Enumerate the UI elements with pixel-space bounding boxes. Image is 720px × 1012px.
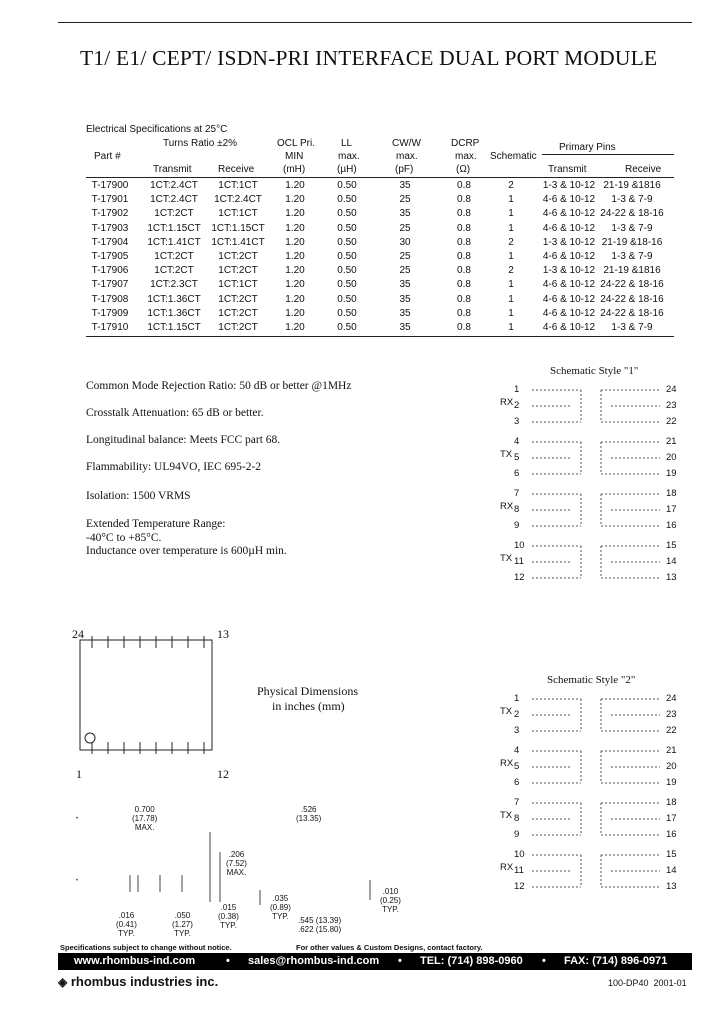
dimensions-title: Physical Dimensions bbox=[257, 684, 358, 698]
part-number: T-17900 bbox=[91, 180, 129, 191]
table-cell: 1 bbox=[508, 307, 514, 319]
schematic-pin-right: 21 bbox=[666, 745, 677, 756]
table-cell: 25 bbox=[399, 251, 411, 262]
table-cell: 1CT:2CT bbox=[154, 251, 194, 262]
table-cell: 0.8 bbox=[457, 279, 471, 291]
schematic-pin-left: 7 bbox=[514, 797, 520, 808]
table-cell: 0.50 bbox=[337, 236, 357, 248]
table-cell: 4-6 & 10-12 bbox=[542, 322, 596, 333]
contact-bar bbox=[58, 953, 692, 970]
part-number: T-17904 bbox=[91, 236, 129, 248]
table-cell: 1.20 bbox=[285, 222, 305, 234]
table-cell: 4-6 & 10-12 bbox=[542, 251, 596, 262]
schematic-pin-left: 4 bbox=[514, 436, 520, 447]
table-cell: 0.50 bbox=[337, 208, 357, 220]
schematic-pin-left: 8 bbox=[514, 504, 520, 515]
table-cell: 2 bbox=[508, 236, 514, 248]
table-cell: 1CT:1CT bbox=[218, 180, 258, 191]
table-cell: 1CT:1.15CT bbox=[211, 222, 265, 234]
schematic-pin-right: 22 bbox=[666, 416, 677, 427]
table-cell: 1-3 & 10-12 bbox=[542, 265, 596, 277]
table-cell: 4-6 & 10-12 bbox=[542, 279, 596, 291]
table-cell: 1.20 bbox=[285, 236, 305, 248]
schematic-pin-left: 10 bbox=[514, 849, 525, 860]
table-cell: 1CT:1.41CT bbox=[147, 236, 201, 248]
fax-number: FAX: (714) 896-0971 bbox=[564, 955, 668, 967]
receive-header: Receive bbox=[218, 164, 255, 175]
spec-inductance: Inductance over temperature is 600µH min. bbox=[86, 545, 287, 557]
schematic-pin-left: 2 bbox=[514, 400, 520, 411]
cw-header: CW/W bbox=[392, 138, 421, 149]
table-cell: 24-22 & 18-16 bbox=[600, 293, 664, 305]
table-cell: 0.8 bbox=[457, 322, 471, 333]
schematic-pin-left: 4 bbox=[514, 745, 520, 756]
footer-notice: Specifications subject to change without notice. bbox=[60, 943, 232, 952]
spec-isolation: Isolation: 1500 VRMS bbox=[86, 490, 191, 502]
schematic-pin-right: 24 bbox=[666, 693, 677, 704]
table-cell: 1CT:2.4CT bbox=[214, 194, 262, 206]
page-title: T1/ E1/ CEPT/ ISDN-PRI INTERFACE DUAL PORT MODULE bbox=[80, 46, 658, 70]
schematic-pin-right: 24 bbox=[666, 384, 677, 395]
table-cell: 1CT:2CT bbox=[154, 265, 194, 277]
schematic-pin-right: 15 bbox=[666, 540, 677, 551]
table-cell: 1.20 bbox=[285, 322, 305, 333]
pp-receive-header: Receive bbox=[625, 164, 662, 175]
schematic-pin-right: 14 bbox=[666, 865, 677, 876]
pin-12-label: 12 bbox=[217, 767, 229, 781]
table-cell: 35 bbox=[399, 279, 411, 291]
website-link[interactable]: www.rhombus-ind.com bbox=[74, 955, 196, 967]
table-cell: 1-3 & 7-9 bbox=[611, 251, 653, 262]
schematic-port-label: TX bbox=[500, 810, 513, 821]
table-cell: 4-6 & 10-12 bbox=[542, 307, 596, 319]
spec-cmrr: Common Mode Rejection Ratio: 50 dB or better @1MHz bbox=[86, 380, 352, 392]
svg-text:•: • bbox=[76, 878, 79, 884]
schematic-port-label: TX bbox=[500, 449, 513, 460]
schematic-pin-left: 8 bbox=[514, 813, 520, 824]
schematic-pin-left: 3 bbox=[514, 725, 520, 736]
table-cell: 1 bbox=[508, 293, 514, 305]
table-cell: 0.50 bbox=[337, 180, 357, 191]
table-cell: 1CT:2CT bbox=[218, 322, 258, 333]
table-cell: 1CT:2.4CT bbox=[150, 194, 198, 206]
schematic-pin-right: 16 bbox=[666, 829, 677, 840]
table-cell: 0.50 bbox=[337, 265, 357, 277]
dcr-header: DCRP bbox=[451, 138, 480, 149]
bullet: • bbox=[226, 955, 230, 967]
pin-24-label: 24 bbox=[72, 627, 84, 641]
dim-height: .206 (7.52) MAX. bbox=[226, 850, 247, 877]
table-cell: 24-22 & 18-16 bbox=[600, 208, 664, 220]
dim-width: .526 (13.35) bbox=[296, 805, 322, 823]
table-cell: 25 bbox=[399, 265, 411, 277]
cw-unit: (pF) bbox=[395, 164, 414, 175]
table-cell: 1CT:2CT bbox=[218, 251, 258, 262]
schematic-pin-right: 15 bbox=[666, 849, 677, 860]
table-cell: 1CT:1.41CT bbox=[211, 236, 265, 248]
table-cell: 1CT:2CT bbox=[154, 208, 194, 220]
table-cell: 1CT:1.36CT bbox=[147, 293, 201, 305]
schematic-pin-left: 10 bbox=[514, 540, 525, 551]
turns-ratio-header: Turns Ratio ±2% bbox=[163, 138, 238, 149]
spec-flammability: Flammability: UL94VO, IEC 695-2-2 bbox=[86, 461, 262, 473]
table-cell: 1CT:1.15CT bbox=[147, 222, 201, 234]
table-cell: 0.50 bbox=[337, 293, 357, 305]
table-cell: 2 bbox=[508, 265, 514, 277]
schematic-port-label: TX bbox=[500, 553, 513, 564]
cw-max: max. bbox=[396, 151, 418, 162]
schematic-pin-right: 19 bbox=[666, 468, 677, 479]
dim-row-spacing: .545 (13.39) .622 (15.80) bbox=[298, 916, 342, 934]
table-cell: 0.8 bbox=[457, 180, 471, 191]
dim-pin-pitch: .050 (1.27) TYP. bbox=[172, 911, 193, 938]
phone-number: TEL: (714) 898-0960 bbox=[420, 955, 523, 967]
schematic-pin-left: 5 bbox=[514, 761, 520, 772]
part-header: Part # bbox=[94, 151, 121, 162]
table-cell: 1.20 bbox=[285, 180, 305, 191]
table-cell: 0.8 bbox=[457, 236, 471, 248]
schematic-header: Schematic bbox=[490, 151, 537, 162]
table-cell: 1CT:2.4CT bbox=[150, 180, 198, 191]
schematic-pin-right: 13 bbox=[666, 881, 677, 892]
dimensions-units: in inches (mm) bbox=[272, 699, 345, 713]
package-outline bbox=[70, 620, 270, 790]
table-cell: 0.50 bbox=[337, 251, 357, 262]
schematic-port-label: RX bbox=[500, 501, 514, 512]
schematic-2-title: Schematic Style "2" bbox=[547, 674, 636, 686]
schematic-1-title: Schematic Style "1" bbox=[550, 365, 639, 377]
table-cell: 1CT:1.36CT bbox=[147, 307, 201, 319]
table-cell: 4-6 & 10-12 bbox=[542, 293, 596, 305]
company-logo: ◈ rhombus industries inc. bbox=[58, 974, 219, 989]
table-cell: 1.20 bbox=[285, 307, 305, 319]
table-cell: 0.8 bbox=[457, 222, 471, 234]
part-number: T-17910 bbox=[91, 322, 129, 333]
schematic-transformers bbox=[526, 384, 666, 594]
schematic-pin-right: 16 bbox=[666, 520, 677, 531]
schematic-pin-right: 18 bbox=[666, 797, 677, 808]
table-cell: 1.20 bbox=[285, 279, 305, 291]
table-cell: 1CT:1CT bbox=[218, 279, 258, 291]
table-cell: 0.50 bbox=[337, 279, 357, 291]
table-cell: 21-19 &1816 bbox=[603, 180, 661, 191]
schematic-pin-right: 18 bbox=[666, 488, 677, 499]
ll-header: LL bbox=[341, 138, 353, 149]
part-number: T-17909 bbox=[91, 307, 129, 319]
schematic-pin-right: 17 bbox=[666, 813, 677, 824]
schematic-pin-right: 23 bbox=[666, 709, 677, 720]
table-cell: 35 bbox=[399, 180, 411, 191]
table-cell: 1.20 bbox=[285, 208, 305, 220]
table-cell: 21-19 &18-16 bbox=[601, 236, 663, 248]
table-cell: 1CT:1.15CT bbox=[147, 322, 201, 333]
table-cell: 1 bbox=[508, 279, 514, 291]
table-cell: 35 bbox=[399, 293, 411, 305]
table-cell: 4-6 & 10-12 bbox=[542, 208, 596, 220]
schematic-pin-left: 9 bbox=[514, 520, 520, 531]
schematic-pin-right: 13 bbox=[666, 572, 677, 583]
rhombus-logo-icon: ◈ bbox=[58, 975, 68, 989]
part-number: T-17905 bbox=[91, 251, 129, 262]
part-number: T-17906 bbox=[91, 265, 129, 277]
ll-unit: (µH) bbox=[337, 164, 357, 175]
dim-lead-thickness: .010 (0.25) TYP. bbox=[380, 887, 401, 914]
table-cell: 0.50 bbox=[337, 307, 357, 319]
table-cell: 1 bbox=[508, 194, 514, 206]
schematic-pin-left: 12 bbox=[514, 572, 525, 583]
primary-pins-rule bbox=[542, 154, 674, 155]
footer-custom: For other values & Custom Designs, contact factory. bbox=[296, 943, 483, 952]
schematic-pin-right: 17 bbox=[666, 504, 677, 515]
table-cell: 25 bbox=[399, 194, 411, 206]
table-cell: 4-6 & 10-12 bbox=[542, 194, 596, 206]
part-number: T-17903 bbox=[91, 222, 129, 234]
table-header-rule bbox=[86, 177, 674, 178]
top-rule bbox=[58, 22, 692, 23]
part-number: T-17902 bbox=[91, 208, 129, 220]
spec-crosstalk: Crosstalk Attenuation: 65 dB or better. bbox=[86, 407, 264, 419]
table-cell: 2 bbox=[508, 180, 514, 191]
schematic-pin-right: 22 bbox=[666, 725, 677, 736]
table-cell: 35 bbox=[399, 208, 411, 220]
schematic-pin-right: 21 bbox=[666, 436, 677, 447]
schematic-pin-left: 6 bbox=[514, 777, 520, 788]
schematic-port-label: RX bbox=[500, 862, 514, 873]
ocl-unit: (mH) bbox=[283, 164, 306, 175]
schematic-pin-left: 5 bbox=[514, 452, 520, 463]
table-caption: Electrical Specifications at 25°C bbox=[86, 124, 228, 135]
table-cell: 1-3 & 10-12 bbox=[542, 180, 596, 191]
schematic-pin-left: 2 bbox=[514, 709, 520, 720]
bullet: • bbox=[398, 955, 402, 967]
table-cell: 1CT:2.3CT bbox=[150, 279, 198, 291]
primary-pins-header: Primary Pins bbox=[559, 142, 616, 153]
dim-lead-length: .035 (0.89) TYP. bbox=[270, 894, 291, 921]
schematic-pin-left: 7 bbox=[514, 488, 520, 499]
dcr-max: max. bbox=[455, 151, 477, 162]
table-cell: 1 bbox=[508, 208, 514, 220]
dim-length: 0.700 (17.78) MAX. bbox=[132, 805, 158, 832]
table-cell: 0.50 bbox=[337, 194, 357, 206]
ocl-min: MIN bbox=[285, 151, 304, 162]
transmit-header: Transmit bbox=[153, 164, 192, 175]
spec-longitudinal: Longitudinal balance: Meets FCC part 68. bbox=[86, 434, 281, 446]
table-bottom-rule bbox=[86, 336, 674, 337]
spec-temp-label: Extended Temperature Range: bbox=[86, 518, 226, 530]
table-cell: 1-3 & 7-9 bbox=[611, 322, 653, 333]
spec-temp-range: -40°C to +85°C. bbox=[86, 532, 162, 544]
table-cell: 1.20 bbox=[285, 265, 305, 277]
ocl-header: OCL Pri. bbox=[277, 138, 315, 149]
email-link[interactable]: sales@rhombus-ind.com bbox=[248, 955, 380, 967]
table-cell: 1CT:1CT bbox=[218, 208, 258, 220]
bullet: • bbox=[542, 955, 546, 967]
schematic-pin-left: 9 bbox=[514, 829, 520, 840]
schematic-pin-left: 3 bbox=[514, 416, 520, 427]
table-cell: 0.8 bbox=[457, 208, 471, 220]
schematic-pin-left: 11 bbox=[514, 556, 524, 567]
table-cell: 35 bbox=[399, 322, 411, 333]
table-cell: 0.8 bbox=[457, 251, 471, 262]
table-cell: 0.8 bbox=[457, 307, 471, 319]
table-cell: 1-3 & 7-9 bbox=[611, 194, 653, 206]
schematic-pin-right: 14 bbox=[666, 556, 677, 567]
dim-pin-width: .016 (0.41) TYP. bbox=[116, 911, 137, 938]
document-number: 100-DP40 2001-01 bbox=[608, 978, 687, 988]
table-cell: 35 bbox=[399, 307, 411, 319]
schematic-port-label: RX bbox=[500, 397, 514, 408]
schematic-port-label: RX bbox=[500, 758, 514, 769]
schematic-pin-left: 12 bbox=[514, 881, 525, 892]
table-cell: 0.50 bbox=[337, 222, 357, 234]
schematic-transformers bbox=[526, 693, 666, 903]
table-cell: 1 bbox=[508, 322, 514, 333]
schematic-pin-left: 1 bbox=[514, 693, 520, 704]
table-cell: 1 bbox=[508, 222, 514, 234]
table-cell: 24-22 & 18-16 bbox=[600, 307, 664, 319]
part-number: T-17907 bbox=[91, 279, 129, 291]
table-cell: 0.8 bbox=[457, 265, 471, 277]
schematic-port-label: TX bbox=[500, 706, 513, 717]
table-cell: 1-3 & 7-9 bbox=[611, 222, 653, 234]
pin-13-label: 13 bbox=[217, 627, 229, 641]
schematic-pin-left: 6 bbox=[514, 468, 520, 479]
table-cell: 1.20 bbox=[285, 293, 305, 305]
dim-standoff: .015 (0.38) TYP. bbox=[218, 903, 239, 930]
table-cell: 1-3 & 10-12 bbox=[542, 236, 596, 248]
table-cell: 30 bbox=[399, 236, 411, 248]
pin-1-label: 1 bbox=[76, 767, 82, 781]
svg-text:•: • bbox=[76, 816, 79, 822]
table-cell: 0.50 bbox=[337, 322, 357, 333]
table-cell: 1.20 bbox=[285, 251, 305, 262]
table-cell: 4-6 & 10-12 bbox=[542, 222, 596, 234]
table-cell: 0.8 bbox=[457, 194, 471, 206]
part-number: T-17908 bbox=[91, 293, 129, 305]
table-cell: 1 bbox=[508, 251, 514, 262]
schematic-pin-right: 20 bbox=[666, 452, 677, 463]
schematic-pin-right: 20 bbox=[666, 761, 677, 772]
dcr-unit: (Ω) bbox=[456, 164, 471, 175]
table-cell: 21-19 &1816 bbox=[603, 265, 661, 277]
schematic-pin-left: 11 bbox=[514, 865, 524, 876]
schematic-pin-left: 1 bbox=[514, 384, 520, 395]
table-cell: 24-22 & 18-16 bbox=[600, 279, 664, 291]
table-cell: 1CT:2CT bbox=[218, 307, 258, 319]
pp-transmit-header: Transmit bbox=[548, 164, 587, 175]
table-cell: 1CT:2CT bbox=[218, 293, 258, 305]
table-cell: 1.20 bbox=[285, 194, 305, 206]
schematic-pin-right: 19 bbox=[666, 777, 677, 788]
table-cell: 1CT:2CT bbox=[218, 265, 258, 277]
part-number: T-17901 bbox=[91, 194, 129, 206]
schematic-pin-right: 23 bbox=[666, 400, 677, 411]
table-cell: 0.8 bbox=[457, 293, 471, 305]
ll-max: max. bbox=[338, 151, 360, 162]
table-cell: 25 bbox=[399, 222, 411, 234]
